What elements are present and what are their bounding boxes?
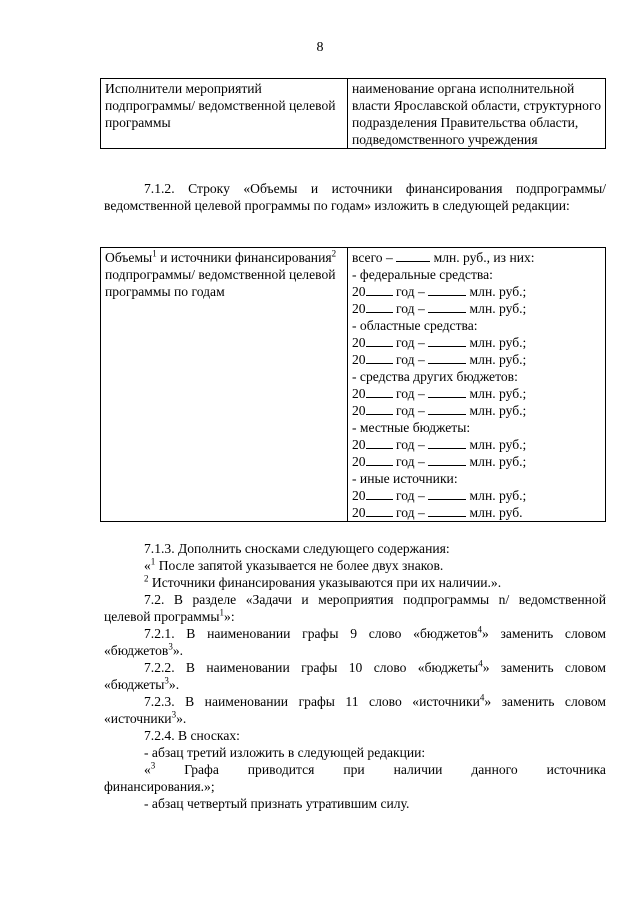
- total-suffix: млн. руб., из них:: [430, 250, 535, 265]
- paragraph-text: ».: [172, 643, 184, 658]
- executors-table: [100, 78, 606, 149]
- year-unit: млн. руб.: [466, 505, 523, 520]
- quote-word: приводится: [247, 762, 315, 777]
- year-unit: млн. руб.;: [466, 403, 527, 418]
- paragraph-7-1-2: 7.1.2. Строку «Объемы и источники финансирования подпрограммы/ ведомственной целевой программы по годам» изложить в следующей редакции:: [104, 181, 606, 213]
- year-line: [352, 436, 601, 453]
- year-line: [352, 453, 601, 470]
- footnote-ref: 1: [152, 248, 157, 259]
- year-line: [352, 385, 601, 402]
- quote-open: «: [144, 558, 151, 573]
- blank-field: [366, 334, 393, 347]
- executors-value: наименование органа исполнительной власти Ярославской области, структурного подразделения Правительства области, подведомственного учреждения: [352, 81, 601, 147]
- blank-field: [428, 334, 466, 347]
- year-prefix: 20: [352, 488, 366, 503]
- footnote-ref: 4: [478, 658, 483, 669]
- paragraph-text: 7.2.1. В наименовании графы 9 слово «бюджетов: [144, 626, 478, 641]
- blank-field: [366, 453, 393, 466]
- footnote-ref: 1: [219, 607, 225, 618]
- year-prefix: 20: [352, 284, 366, 299]
- year-unit: млн. руб.;: [466, 488, 527, 503]
- footnote-ref: 1: [150, 556, 156, 567]
- year-mid: год –: [392, 505, 429, 520]
- paragraph-text: 7.2.2. В наименовании графы 10 слово «бюджеты: [144, 660, 479, 675]
- financing-label-part: Объемы: [105, 250, 153, 265]
- group-label: - средства других бюджетов:: [352, 369, 518, 384]
- year-mid: год –: [392, 403, 429, 418]
- blank-field: [366, 283, 393, 296]
- footnote-ref: 2: [331, 248, 337, 259]
- paragraph-7-2-4-item-1: - абзац третий изложить в следующей редакции:: [144, 745, 426, 760]
- year-prefix: 20: [352, 437, 366, 452]
- year-unit: млн. руб.;: [466, 301, 527, 316]
- financing-label-cell: [101, 248, 348, 522]
- blank-field: [428, 504, 466, 517]
- blank-field: [428, 487, 466, 500]
- year-line: [352, 283, 601, 300]
- paragraph-7-2-2: [104, 659, 606, 693]
- group-label: - областные средства:: [352, 318, 478, 333]
- quote-word: Графа: [184, 762, 219, 777]
- year-unit: млн. руб.;: [466, 284, 527, 299]
- blank-field: [366, 487, 393, 500]
- year-prefix: 20: [352, 505, 366, 520]
- year-unit: млн. руб.;: [466, 352, 527, 367]
- blank-field: [428, 300, 466, 313]
- footnote-text: После запятой указывается не более двух знаков.: [155, 558, 444, 573]
- blank-field: [396, 249, 430, 262]
- blank-field: [366, 504, 393, 517]
- total-line: [352, 249, 601, 266]
- year-unit: млн. руб.;: [466, 335, 527, 350]
- executors-value-cell: [348, 79, 606, 149]
- paragraph-text: ».: [176, 711, 187, 726]
- table-row: [101, 248, 606, 522]
- footnote-1: [104, 557, 606, 574]
- group-label: - иные источники:: [352, 471, 458, 486]
- year-line: [352, 300, 601, 317]
- footnote-ref: 3: [171, 709, 177, 720]
- footnote-text: Источники финансирования указываются при их наличии.».: [148, 575, 502, 590]
- quote-start: [144, 761, 155, 778]
- quote-word: наличии: [393, 762, 443, 777]
- year-prefix: 20: [352, 454, 366, 469]
- year-line: [352, 504, 601, 521]
- paragraph-text: » заменить словом «бюджетов: [104, 626, 607, 658]
- footnote-ref: 4: [477, 624, 482, 635]
- year-prefix: 20: [352, 386, 366, 401]
- blank-field: [366, 351, 393, 364]
- quote-word: источника: [546, 762, 606, 777]
- quote-open: «: [144, 762, 151, 777]
- paragraph-7-2-4-quote: [144, 761, 606, 778]
- table-row: [101, 79, 606, 149]
- blank-field: [366, 402, 393, 415]
- footnote-2: [104, 574, 606, 591]
- paragraph-7-2-4-quote-end: финансирования.»;: [104, 779, 215, 794]
- paragraph-7-2-4-item-2: - абзац четвертый признать утратившим силу.: [144, 796, 410, 811]
- year-prefix: 20: [352, 403, 366, 418]
- blank-field: [366, 300, 393, 313]
- footnote-ref: 2: [144, 573, 149, 584]
- year-mid: год –: [392, 301, 429, 316]
- blank-field: [428, 283, 466, 296]
- footnote-ref: 3: [164, 675, 169, 686]
- paragraph-text: ».: [168, 677, 180, 692]
- blank-field: [428, 351, 466, 364]
- paragraph-text: 7.2. В разделе «Задачи и мероприятия подпрограммы n/ ведомственной целевой программы: [104, 592, 606, 624]
- paragraph-7-2-4: 7.2.4. В сносках:: [144, 728, 240, 743]
- group-label: - местные бюджеты:: [352, 420, 471, 435]
- blank-field: [428, 402, 466, 415]
- paragraph-text: »:: [224, 609, 235, 624]
- year-mid: год –: [392, 335, 429, 350]
- year-mid: год –: [392, 284, 429, 299]
- year-line: [352, 487, 601, 504]
- year-unit: млн. руб.;: [466, 437, 527, 452]
- blank-field: [428, 436, 466, 449]
- executors-label: Исполнители мероприятий подпрограммы/ ведомственной целевой программы: [105, 81, 336, 130]
- financing-label-part: и источники финансирования: [156, 250, 332, 265]
- footnote-ref: 3: [150, 760, 156, 771]
- year-unit: млн. руб.;: [466, 454, 527, 469]
- financing-table: [100, 247, 606, 522]
- paragraph-7-2: [104, 591, 606, 625]
- paragraph-text: 7.2.3. В наименовании графы 11 слово «источники: [144, 694, 480, 709]
- year-mid: год –: [392, 488, 429, 503]
- quote-word: данного: [471, 762, 518, 777]
- page-number: 8: [316, 40, 324, 55]
- year-prefix: 20: [352, 352, 366, 367]
- footnote-ref: 4: [479, 692, 485, 703]
- blank-field: [428, 453, 466, 466]
- financing-label-part: подпрограммы/ ведомственной целевой программы по годам: [105, 267, 336, 299]
- quote-word: при: [343, 762, 365, 777]
- paragraph-7-1-3: 7.1.3. Дополнить сносками следующего содержания:: [144, 541, 450, 556]
- paragraph-7-2-1: [104, 625, 606, 659]
- financing-value-cell: [348, 248, 606, 522]
- paragraph-text: » заменить словом «источники: [104, 694, 607, 726]
- blank-field: [428, 385, 466, 398]
- year-prefix: 20: [352, 301, 366, 316]
- footnote-ref: 3: [168, 641, 173, 652]
- blank-field: [366, 385, 393, 398]
- blank-field: [366, 436, 393, 449]
- paragraph-text: » заменить словом «бюджеты: [104, 660, 606, 692]
- year-line: [352, 402, 601, 419]
- paragraph-7-2-3: [104, 693, 606, 727]
- year-mid: год –: [392, 386, 429, 401]
- total-prefix: всего –: [352, 250, 397, 265]
- year-line: [352, 334, 601, 351]
- year-unit: млн. руб.;: [466, 386, 527, 401]
- year-line: [352, 351, 601, 368]
- executors-label-cell: [101, 79, 348, 149]
- year-mid: год –: [392, 454, 429, 469]
- group-label: - федеральные средства:: [352, 267, 493, 282]
- year-mid: год –: [392, 437, 429, 452]
- year-mid: год –: [392, 352, 429, 367]
- year-prefix: 20: [352, 335, 366, 350]
